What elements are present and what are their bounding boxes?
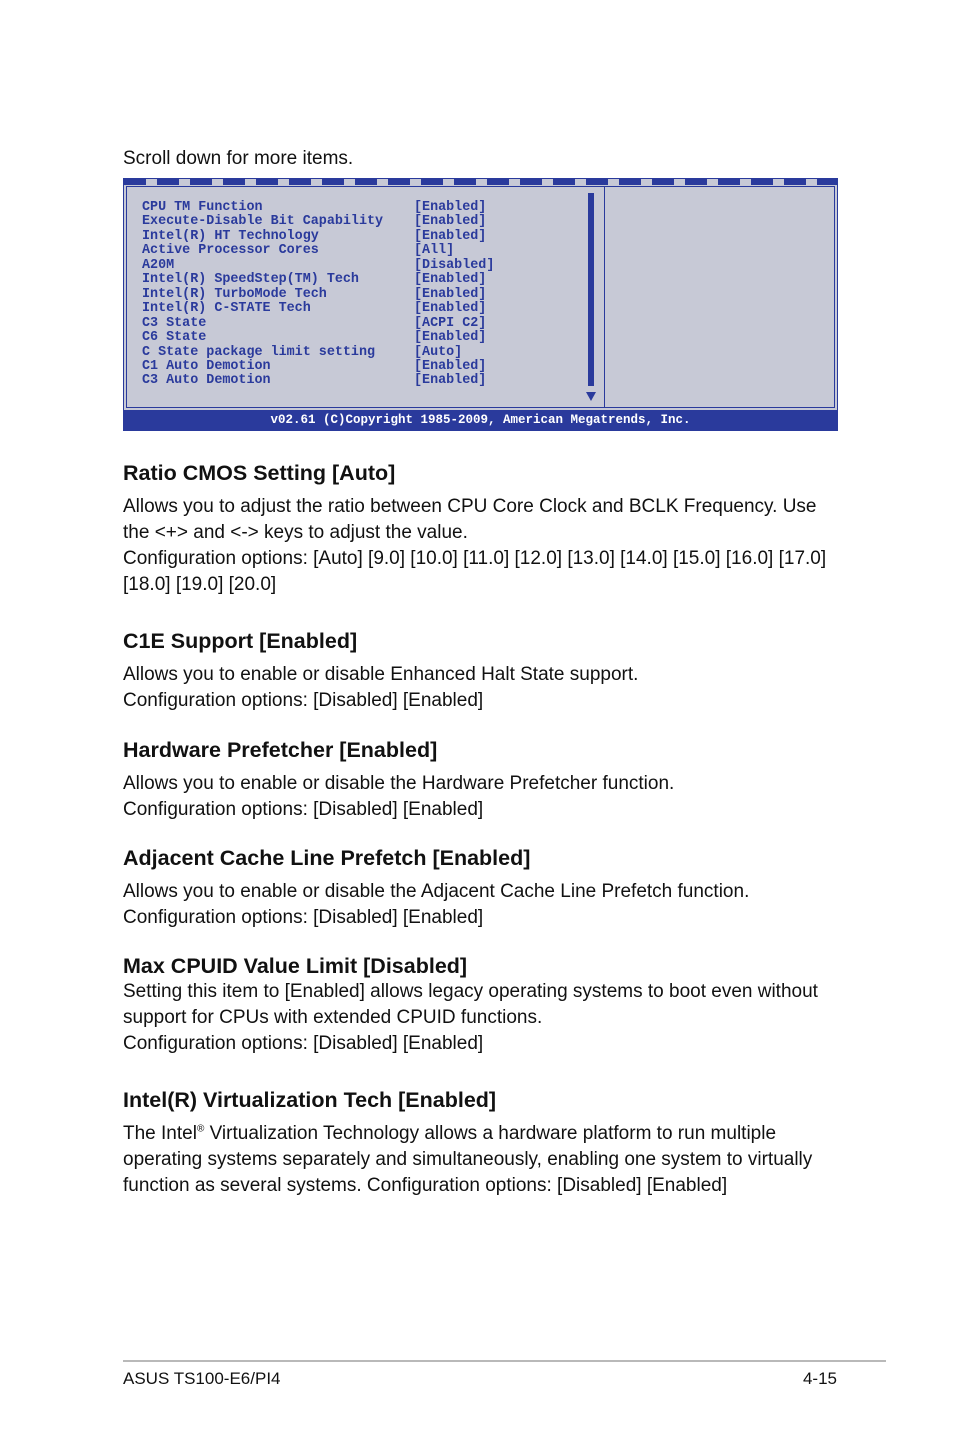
bios-setting-value: [Auto] (414, 344, 463, 360)
section-options: Configuration options: [Auto] [9.0] [10.0] [11.0] [12.0] [13.0] [14.0] [15.0] [16.0] [17.0] [18.0] [19.0] [20.0] (123, 548, 827, 595)
section-options: Configuration options: [Disabled] [Enabled] (123, 1033, 484, 1054)
bios-setting-value: [ACPI C2] (414, 315, 487, 331)
bios-setting-value: [Enabled] (414, 301, 487, 317)
footer-rule (123, 1360, 886, 1362)
section-max-cpuid (123, 953, 838, 1057)
section-heading: Hardware Prefetcher [Enabled] (123, 738, 438, 762)
bios-setting-row[interactable] (142, 330, 487, 346)
bios-setting-label: Intel(R) SpeedStep(TM) Tech (142, 272, 359, 288)
bios-scrollbar[interactable] (588, 193, 594, 386)
bios-setting-value: [Enabled] (414, 214, 487, 230)
bios-setting-row[interactable] (142, 257, 495, 273)
bios-setting-value: [Enabled] (414, 373, 487, 389)
bios-setting-row[interactable] (142, 358, 487, 374)
section-description: Allows you to enable or disable the Hardware Prefetcher function. (123, 773, 675, 794)
section-hardware-prefetcher (123, 737, 838, 823)
bios-setting-label: Active Processor Cores (142, 243, 319, 259)
bios-setting-value: [Enabled] (414, 286, 487, 302)
section-description: Setting this item to [Enabled] allows legacy operating systems to boot even without support for CPUs with extended CPUID functions. (123, 981, 818, 1028)
registered-mark: ® (196, 1123, 205, 1135)
section-description: Allows you to enable or disable Enhanced Halt State support. (123, 664, 639, 685)
bios-setting-row[interactable] (142, 272, 487, 288)
bios-setting-label: Intel(R) TurboMode Tech (142, 286, 327, 302)
bios-setting-label: CPU TM Function (142, 200, 263, 215)
bios-setting-value: [All] (414, 243, 455, 259)
section-ratio-cmos (123, 460, 838, 598)
footer-product: ASUS TS100-E6/PI4 (123, 1369, 281, 1388)
bios-divider (604, 186, 605, 408)
bios-setting-row[interactable] (142, 200, 487, 215)
bios-setting-label: Intel(R) HT Technology (142, 228, 319, 244)
down-arrow-icon[interactable] (586, 392, 596, 401)
section-options: Configuration options: [Disabled] [Enabled] (123, 907, 484, 928)
section-heading: Intel(R) Virtualization Tech [Enabled] (123, 1088, 497, 1112)
bios-setting-label: C6 State (142, 330, 207, 346)
bios-setting-row[interactable] (142, 373, 487, 389)
bios-setting-row[interactable] (142, 286, 487, 302)
bios-setting-label: Execute-Disable Bit Capability (142, 214, 384, 230)
section-heading: Ratio CMOS Setting [Auto] (123, 461, 396, 485)
section-description: The Intel® Virtualization Technology allows a hardware platform to run multiple operating systems separately and simultaneously, enabling one system to virtually function as several systems. Configuration options: [Disabled] [Enabled] (123, 1123, 813, 1196)
bios-setting-row[interactable] (142, 214, 487, 230)
footer-page-number: 4-15 (802, 1369, 837, 1388)
intro-text: Scroll down for more items. (123, 148, 354, 169)
section-heading: Max CPUID Value Limit [Disabled] (123, 954, 468, 978)
section-description: Allows you to enable or disable the Adjacent Cache Line Prefetch function. (123, 881, 750, 902)
bios-setting-value: [Enabled] (414, 358, 487, 374)
section-options: Configuration options: [Disabled] [Enabled] (123, 799, 484, 820)
bios-setting-label: Intel(R) C-STATE Tech (142, 301, 311, 317)
bios-setting-label: A20M (142, 257, 175, 273)
section-options: Configuration options: [Disabled] [Enabled] (123, 690, 484, 711)
section-heading: C1E Support [Enabled] (123, 629, 358, 653)
bios-setting-value: [Disabled] (414, 257, 495, 273)
bios-screenshot (123, 178, 838, 431)
bios-setting-row[interactable] (142, 243, 455, 259)
bios-copyright-bar: v02.61 (C)Copyright 1985-2009, American Megatrends, Inc. (124, 410, 837, 430)
section-heading: Adjacent Cache Line Prefetch [Enabled] (123, 846, 531, 870)
bios-setting-label: C State package limit setting (142, 344, 376, 360)
section-adjacent-cache (123, 845, 838, 931)
bios-setting-row[interactable] (142, 301, 487, 317)
section-description: Allows you to adjust the ratio between CPU Core Clock and BCLK Frequency. Use the <+> and <-> keys to adjust the value. (123, 496, 817, 543)
bios-setting-row[interactable] (142, 228, 487, 244)
section-virtualization (123, 1087, 838, 1199)
bios-top-dashes (124, 179, 837, 185)
bios-setting-label: C3 Auto Demotion (142, 373, 271, 389)
bios-setting-value: [Enabled] (414, 200, 487, 215)
section-c1e-support (123, 628, 838, 714)
bios-setting-row[interactable] (142, 344, 463, 360)
bios-setting-label: C1 Auto Demotion (142, 358, 271, 374)
bios-setting-label: C3 State (142, 315, 207, 331)
bios-setting-value: [Enabled] (414, 272, 487, 288)
bios-setting-row[interactable] (142, 315, 487, 331)
bios-setting-value: [Enabled] (414, 330, 487, 346)
bios-settings-list (142, 200, 495, 389)
bios-setting-value: [Enabled] (414, 228, 487, 244)
